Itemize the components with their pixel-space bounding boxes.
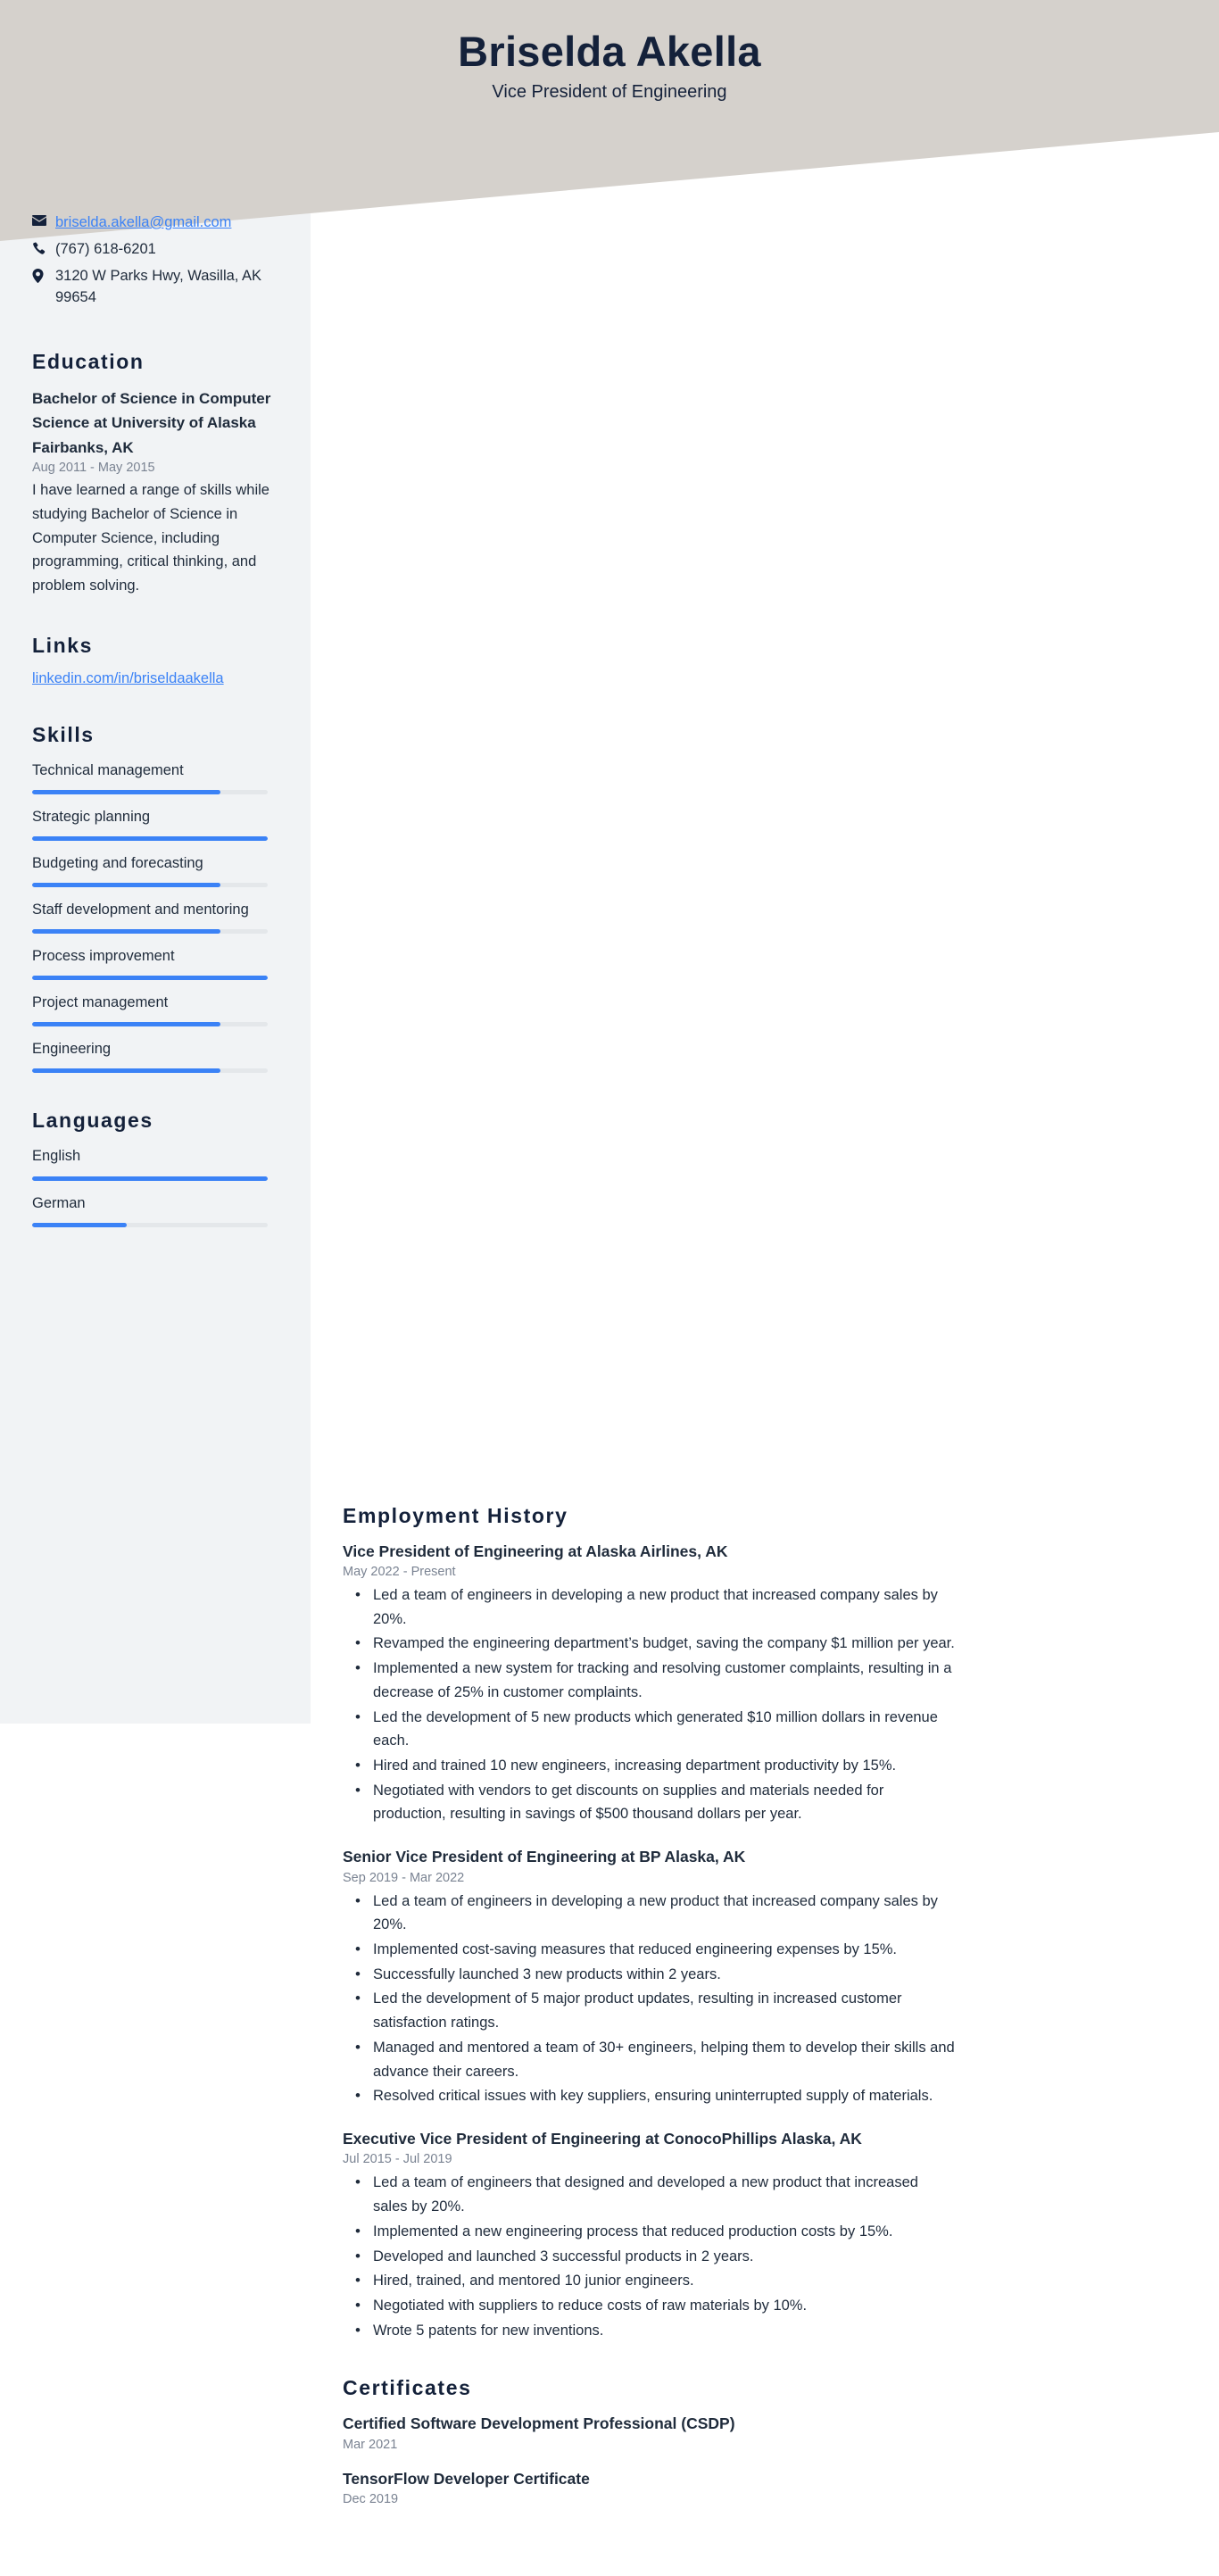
employment-date: Jul 2015 - Jul 2019 — [343, 2152, 452, 2167]
certificates-list — [343, 2413, 955, 2506]
employment-bullets — [343, 2171, 955, 2342]
skills-level-fill — [32, 1022, 220, 1026]
skills-label: Technical management — [32, 761, 184, 778]
employment-entry — [343, 1846, 955, 2108]
skills-level-fill — [32, 929, 220, 934]
header-job-title: Vice President of Engineering — [492, 82, 727, 103]
contact-list — [32, 212, 275, 309]
employment-bullets — [343, 1583, 955, 1826]
contact-email[interactable]: briselda.akella@gmail.com — [55, 214, 232, 230]
links-heading: Links — [32, 633, 94, 657]
languages-heading: Languages — [32, 1109, 153, 1133]
education-degree: Bachelor of Science in Computer Science at University of Alaska Fairbanks, AK — [32, 389, 271, 456]
skills-level-fill — [32, 883, 220, 887]
languages-list — [32, 1145, 275, 1226]
skills-label: Budgeting and forecasting — [32, 855, 203, 872]
skills-level-track — [32, 929, 268, 934]
skills-level-track — [32, 836, 268, 841]
employment-bullet: • Implemented a new engineering process that reduced production costs by 15%. — [343, 2220, 955, 2244]
skills-item — [32, 945, 275, 980]
employment-bullet: • Developed and launched 3 successful products in 2 years. — [343, 2245, 955, 2269]
certificates-section — [343, 2376, 955, 2506]
employment-bullet: • Resolved critical issues with key suppliers, ensuring uninterrupted supply of materials. — [343, 2084, 955, 2108]
certificate-name: Certified Software Development Professional (CSDP) — [343, 2414, 735, 2433]
location-pin-icon — [32, 266, 55, 283]
employment-date: Sep 2019 - Mar 2022 — [343, 1870, 465, 1885]
skills-item — [32, 806, 275, 841]
education-date: Aug 2011 - May 2015 — [32, 461, 155, 476]
languages-item — [32, 1145, 275, 1180]
skills-label: Process improvement — [32, 948, 175, 965]
skills-section — [32, 723, 275, 1074]
employment-history-heading: Employment History — [343, 1503, 568, 1527]
skills-label: Engineering — [32, 1041, 112, 1058]
employment-bullet: • Managed and mentored a team of 30+ engineers, helping them to develop their skills and advance their careers. — [343, 2036, 955, 2083]
skills-item — [32, 760, 275, 794]
employment-bullet: • Led the development of 5 new products which generated $10 million dollars in revenue each. — [343, 1706, 955, 1753]
employment-entry — [343, 2128, 955, 2342]
skills-label: Project management — [32, 994, 169, 1011]
education-section — [32, 350, 275, 598]
employment-bullet: • Successfully launched 3 new products within 2 years. — [343, 1963, 955, 1987]
employment-date: May 2022 - Present — [343, 1564, 456, 1579]
employment-bullet: • Led a team of engineers that designed and developed a new product that increased sales by 20%. — [343, 2171, 955, 2218]
skills-level-fill — [32, 836, 268, 841]
languages-section — [32, 1109, 275, 1226]
employment-role: Executive Vice President of Engineering at ConocoPhillips Alaska, AK — [343, 2129, 862, 2148]
languages-level-track — [32, 1223, 268, 1227]
employment-entry — [343, 1541, 955, 1827]
sidebar-content — [0, 0, 311, 1299]
skills-item — [32, 1038, 275, 1073]
contact-phone: (767) 618-6201 — [55, 240, 156, 257]
skills-label: Strategic planning — [32, 808, 151, 825]
employment-bullet: • Wrote 5 patents for new inventions. — [343, 2319, 955, 2343]
skills-level-track — [32, 790, 268, 794]
languages-label: English — [32, 1148, 81, 1165]
contact-address: 3120 W Parks Hwy, Wasilla, AK 99654 — [55, 267, 262, 305]
employment-bullet: • Led a team of engineers in developing a new product that increased company sales by 20%. — [343, 1890, 955, 1937]
links-section — [32, 634, 275, 687]
phone-icon — [32, 239, 55, 255]
languages-level-track — [32, 1176, 268, 1181]
skills-label: Staff development and mentoring — [32, 902, 249, 918]
employment-bullet: • Implemented cost-saving measures that reduced engineering expenses by 15%. — [343, 1938, 955, 1962]
certificate-date: Dec 2019 — [343, 2492, 399, 2507]
contact-row-email — [32, 212, 275, 234]
employment-bullet: • Hired and trained 10 new engineers, increasing department productivity by 15%. — [343, 1754, 955, 1778]
certificate-name: TensorFlow Developer Certificate — [343, 2469, 590, 2488]
skills-level-track — [32, 1022, 268, 1026]
employment-bullets — [343, 1890, 955, 2108]
education-description: I have learned a range of skills while studying Bachelor of Science in Computer Science, including programming, critical thinking, and problem solving. — [32, 482, 270, 594]
contact-row-phone — [32, 239, 275, 261]
languages-label: German — [32, 1194, 86, 1211]
skills-level-track — [32, 883, 268, 887]
skills-level-track — [32, 1068, 268, 1073]
skills-item — [32, 852, 275, 887]
employment-bullet: • Hired, trained, and mentored 10 junior engineers. — [343, 2269, 955, 2293]
envelope-icon — [32, 212, 55, 226]
skills-heading: Skills — [32, 722, 95, 746]
skills-item — [32, 899, 275, 934]
certificates-heading: Certificates — [343, 2376, 472, 2400]
skills-level-fill — [32, 1068, 220, 1073]
employment-list — [343, 1541, 955, 2343]
skills-item — [32, 992, 275, 1026]
education-heading: Education — [32, 349, 145, 373]
employment-bullet: • Revamped the engineering department’s budget, saving the company $1 million per year. — [343, 1632, 955, 1656]
page-title: Briselda Akella — [458, 28, 761, 75]
languages-level-fill — [32, 1223, 127, 1227]
employment-bullet: • Led a team of engineers in developing a new product that increased company sales by 20%. — [343, 1583, 955, 1631]
certificate-date: Mar 2021 — [343, 2437, 398, 2452]
certificate-entry — [343, 2413, 955, 2451]
skills-list — [32, 760, 275, 1074]
employment-role: Vice President of Engineering at Alaska Airlines, AK — [343, 1541, 728, 1560]
employment-bullet: • Led the development of 5 major product updates, resulting in increased customer satisfaction ratings. — [343, 1987, 955, 2034]
employment-bullet: • Negotiated with vendors to get discounts on supplies and materials needed for production, resulting in savings of $500 thousand dollars per year. — [343, 1779, 955, 1826]
skills-level-track — [32, 976, 268, 980]
employment-role: Senior Vice President of Engineering at BP Alaska, AK — [343, 1848, 746, 1866]
link-linkedin[interactable]: linkedin.com/in/briseldaakella — [32, 669, 224, 686]
employment-bullet: • Negotiated with suppliers to reduce costs of raw materials by 10%. — [343, 2294, 955, 2318]
employment-bullet: • Implemented a new system for tracking and resolving customer complaints, resulting in a decrease of 25% in customer complaints. — [343, 1657, 955, 1704]
languages-item — [32, 1192, 275, 1227]
certificate-entry — [343, 2468, 955, 2506]
main-content — [311, 1299, 1219, 2576]
skills-level-fill — [32, 790, 220, 794]
languages-level-fill — [32, 1176, 268, 1181]
contact-row-address — [32, 266, 275, 309]
skills-level-fill — [32, 976, 268, 980]
